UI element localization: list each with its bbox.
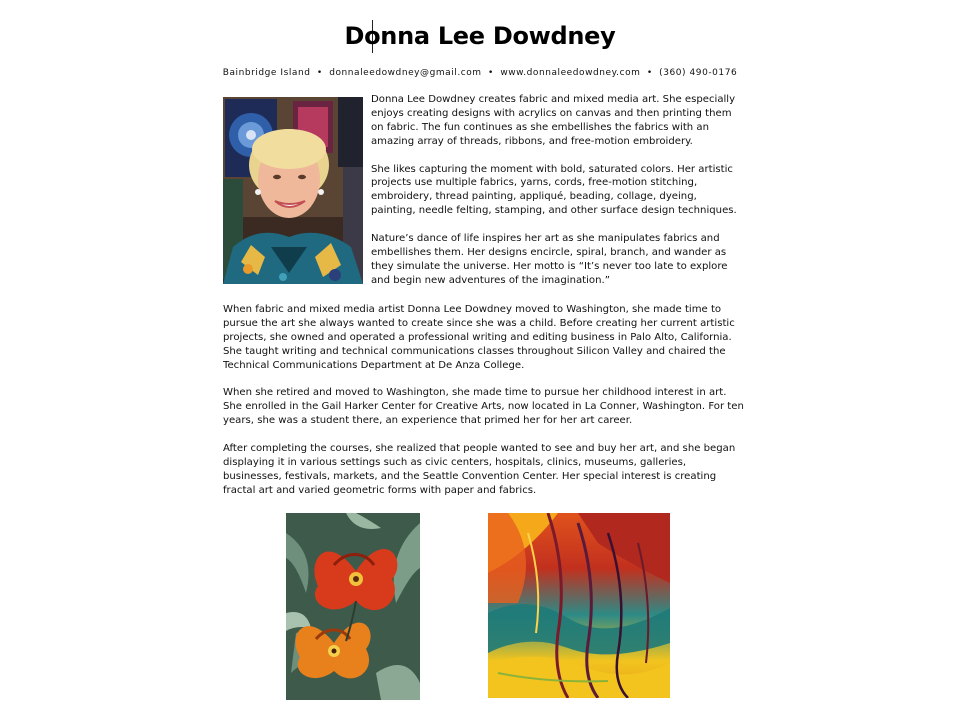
intro-paragraph-2: She likes capturing the moment with bold, saturated colors. Her artistic projects use multiple fabrics, yarns, cords, free-motion stitching, embroidery, thread painting, appliqué, beading, collage, dyeing, painting, needle felting, stamping, and other surface design techniques. bbox=[371, 163, 737, 217]
artist-portrait bbox=[223, 97, 363, 284]
separator: • bbox=[316, 68, 323, 78]
email-link[interactable]: donnaleedowdney@gmail.com bbox=[329, 68, 482, 78]
separator: • bbox=[488, 68, 494, 78]
intro-text bbox=[371, 93, 743, 302]
location: Bainbridge Island bbox=[222, 68, 311, 78]
page-title: Donna Lee Dowdney bbox=[344, 22, 616, 50]
biography-text bbox=[223, 303, 747, 512]
abstract-artwork bbox=[488, 513, 670, 698]
phone-number: (360) 490-0176 bbox=[659, 68, 738, 78]
intro-paragraph-1: Donna Lee Dowdney creates fabric and mixed media art. She especially enjoys creating designs with acrylics on canvas and then printing them on fabric. The fun continues as she embellishes the fabrics with an amazing array of threads, ribbons, and free-motion embroidery. bbox=[371, 94, 736, 147]
contact-line bbox=[0, 68, 960, 78]
website-link[interactable]: www.donnaleedowdney.com bbox=[500, 68, 641, 78]
flower-artwork bbox=[286, 513, 420, 700]
intro-paragraph-3: Nature’s dance of life inspires her art as she manipulates fabrics and embellishes them. Her designs encircle, spiral, branch, and wander as they simulate the universe. Her motto is “It’s never too late to explore and begin new adventures of the imagination.” bbox=[371, 233, 728, 286]
bio-paragraph-2: When she retired and moved to Washington, she made time to pursue her childhood interest in art. She enrolled in the Gail Harker Center for Creative Arts, now located in La Conner, Washington. For ten years, she was a student there, an experience that primed her for her art career. bbox=[223, 387, 744, 427]
bio-paragraph-3: After completing the courses, she realized that people wanted to see and buy her art, and she began displaying it in various settings such as civic centers, hospitals, clinics, museums, galleries, businesses, festivals, markets, and the Seattle Convention Center. Her special interest is creating fractal art and varied geometric forms with paper and fabrics. bbox=[223, 443, 736, 496]
bio-paragraph-1: When fabric and mixed media artist Donna Lee Dowdney moved to Washington, she made time to pursue the art she always wanted to create since she was a child. Before creating her current artistic projects, she owned and operated a professional writing and editing business in Palo Alto, California. She taught writing and technical communications classes throughout Silicon Valley and chaired the Technical Communications Department at De Anza College. bbox=[223, 304, 735, 371]
separator: • bbox=[646, 68, 653, 78]
